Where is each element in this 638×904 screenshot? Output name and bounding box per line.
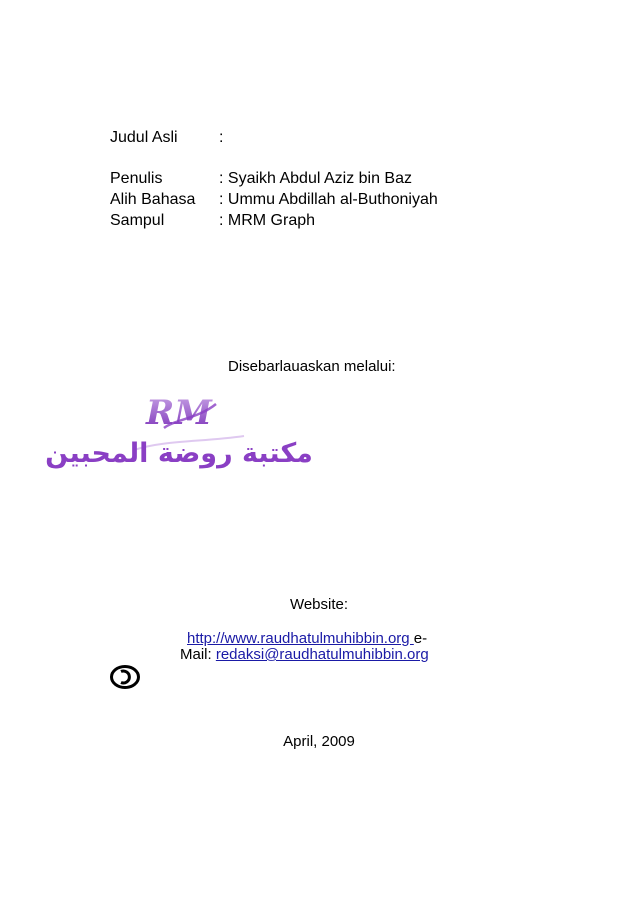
publisher-logo-graphic	[45, 380, 313, 485]
website-label: Website:	[289, 596, 349, 613]
logo-latin-mark: RM	[146, 393, 212, 433]
original-title-label: Judul Asli	[110, 129, 178, 146]
email-prefix-part2: Mail:	[180, 646, 212, 663]
logo-arabic-mark: مكتبة روضة المحبين	[45, 438, 313, 469]
copyleft-icon	[109, 664, 141, 690]
email-line	[180, 646, 429, 664]
distribution-heading: Disebarlauaskan melalui:	[228, 358, 396, 375]
email-link[interactable]: redaksi@raudhatulmuhibbin.org	[215, 646, 429, 663]
publisher-logo	[45, 380, 313, 485]
cover-label: Sampul	[110, 212, 165, 229]
website-link[interactable]: http://www.raudhatulmuhibbin.org	[187, 630, 414, 647]
original-title-separator: :	[219, 129, 224, 146]
publication-date: April, 2009	[283, 733, 355, 750]
translator-label: Alih Bahasa	[110, 191, 196, 208]
author-value: : Syaikh Abdul Aziz bin Baz	[219, 170, 412, 187]
cover-value: : MRM Graph	[219, 212, 316, 229]
translator-value: : Ummu Abdillah al-Buthoniyah	[219, 191, 438, 208]
email-prefix-part1: e-	[413, 630, 428, 647]
author-label: Penulis	[110, 170, 163, 187]
